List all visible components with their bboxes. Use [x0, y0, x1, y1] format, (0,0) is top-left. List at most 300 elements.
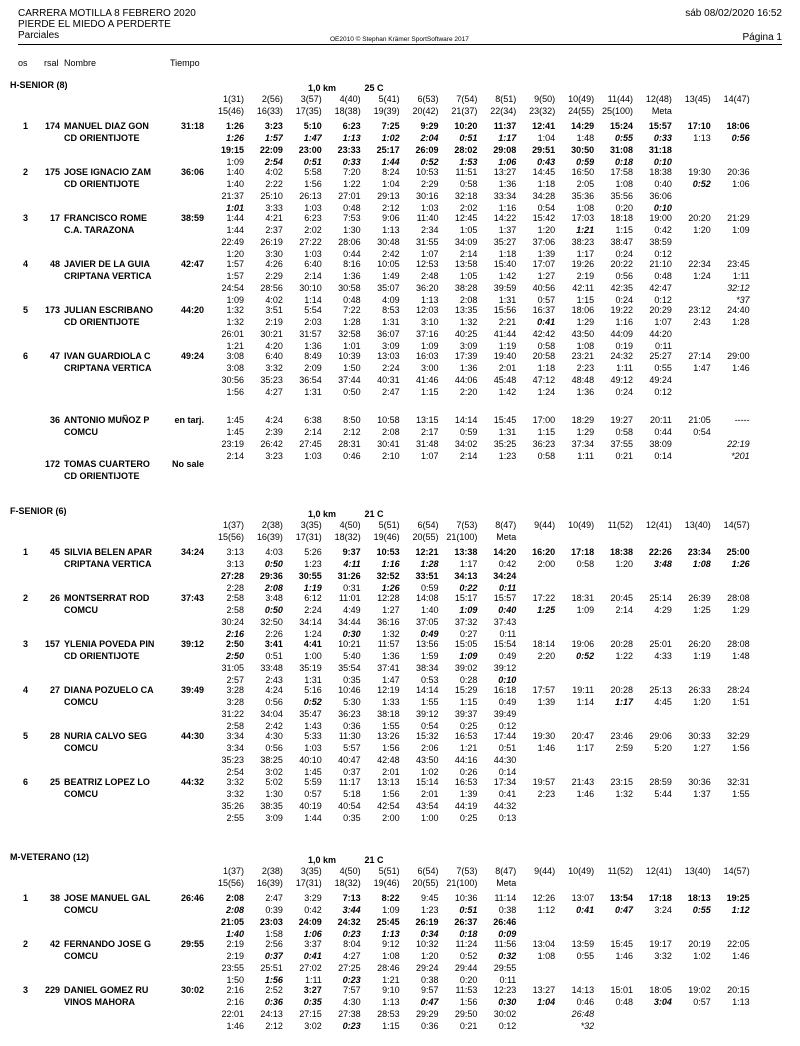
position: 3 [22, 985, 28, 995]
runner-club: CD ORIENTIJOTE [64, 133, 140, 143]
runner-name: MONTSERRAT ROD [64, 593, 150, 603]
split-cell: 1:42 [498, 271, 517, 281]
split-cell: 0:46 [343, 451, 361, 461]
page-number: Página 1 [742, 32, 782, 43]
split-cell: 0:54 [420, 721, 439, 731]
course-length: 1,0 km [307, 83, 337, 93]
split-cell: 1:56 [226, 387, 244, 397]
runner-club: C.A. TARAZONA [64, 225, 135, 235]
split-cell: 2:14 [304, 427, 322, 437]
split-cell: 1:56 [304, 179, 322, 189]
split-cell: 1:21 [459, 743, 478, 753]
split-cell: 37:16 [415, 329, 439, 339]
split-cell: 2:54 [264, 157, 283, 167]
split-cell: 33:51 [415, 571, 439, 581]
split-cell: 0:25 [459, 813, 478, 823]
split-cell: 10:20 [454, 121, 478, 131]
runner-name: JOSE IGNACIO ZAM [64, 167, 152, 177]
split-cell: 22:19 [727, 439, 750, 449]
split-cell: 0:14 [654, 451, 672, 461]
split-cell: 4:30 [265, 731, 283, 741]
control-header: 22(34) [490, 106, 517, 116]
split-cell: 20:20 [688, 213, 711, 223]
split-cell: 0:41 [498, 789, 517, 799]
split-cell: 4:21 [265, 213, 283, 223]
split-cell: 0:36 [264, 997, 283, 1007]
split-cell: 1:36 [459, 363, 478, 373]
split-cell: 7:57 [343, 985, 361, 995]
split-cell: 15:42 [532, 213, 556, 223]
total-time: 42:47 [180, 259, 204, 269]
control-header: 2(38) [261, 520, 283, 530]
dorsal: 172 [44, 459, 60, 469]
course-length: 1,0 km [307, 855, 337, 865]
split-cell: 1:08 [576, 341, 595, 351]
split-cell: 41:44 [493, 329, 517, 339]
split-cell: 1:15 [537, 427, 556, 437]
split-cell: 11:14 [494, 893, 517, 903]
split-cell: 0:12 [654, 387, 672, 397]
split-cell: 16:20 [532, 547, 556, 557]
split-cell: 1:15 [459, 697, 478, 707]
split-cell: 37:05 [415, 617, 439, 627]
total-time: No sale [171, 459, 204, 469]
split-cell: 44:06 [454, 375, 478, 385]
split-cell: 39:59 [493, 283, 517, 293]
split-cell: 5:16 [304, 685, 322, 695]
split-cell: 0:58 [459, 179, 478, 189]
split-cell: 2:12 [265, 1021, 283, 1031]
split-cell: 2:54 [226, 767, 244, 777]
split-cell: 31:26 [337, 571, 361, 581]
split-cell: 36:16 [377, 617, 400, 627]
split-cell: 26:46 [493, 917, 517, 927]
position: 2 [22, 939, 28, 949]
split-cell: 11:40 [416, 213, 439, 223]
split-cell: 3:33 [265, 203, 283, 213]
split-cell: 1:20 [420, 951, 439, 961]
split-cell: 1:28 [420, 559, 439, 569]
control-header: 8(47) [495, 520, 517, 530]
split-cell: 29:44 [454, 963, 478, 973]
control-header: 7(53) [456, 520, 478, 530]
split-cell: 1:32 [615, 789, 633, 799]
split-cell: 1:36 [343, 271, 361, 281]
total-time: 31:18 [180, 121, 204, 131]
total-time: 44:32 [180, 777, 204, 787]
category-title: F-SENIOR (6) [10, 506, 67, 516]
split-cell: 1:20 [226, 249, 244, 259]
split-cell: 0:12 [498, 721, 517, 731]
split-cell: 1:08 [382, 951, 400, 961]
split-cell: 2:21 [498, 317, 517, 327]
split-cell: 8:49 [304, 351, 322, 361]
header-divider [18, 44, 782, 45]
split-cell: 18:31 [571, 593, 595, 603]
dorsal: 157 [44, 639, 60, 649]
split-cell: 3:51 [265, 305, 283, 315]
split-cell: 17:34 [493, 777, 517, 787]
split-cell: 19:40 [493, 351, 517, 361]
split-cell: 21:10 [649, 259, 672, 269]
control-header: 16(39) [256, 878, 283, 888]
split-cell: 1:13 [732, 997, 750, 1007]
split-cell: 45:48 [493, 375, 517, 385]
split-cell: 17:58 [610, 167, 633, 177]
split-cell: 2:14 [615, 605, 633, 615]
split-cell: 23:33 [337, 145, 361, 155]
split-cell: 0:57 [537, 295, 556, 305]
event-subtitle: PIERDE EL MIEDO A PERDERTE [18, 19, 171, 30]
split-cell: 13:15 [415, 415, 439, 425]
split-cell: 0:19 [615, 341, 633, 351]
split-cell: 0:46 [576, 997, 595, 1007]
split-cell: 1:30 [343, 225, 361, 235]
split-cell: 26:19 [415, 917, 439, 927]
split-cell: 0:38 [498, 905, 517, 915]
split-cell: 0:24 [615, 249, 633, 259]
event-title: CARRERA MOTILLA 8 FEBRERO 2020 [18, 8, 196, 19]
split-cell: 1:03 [304, 249, 322, 259]
split-cell: 1:18 [498, 249, 517, 259]
category-title: M-VETERANO (12) [10, 852, 90, 862]
split-cell: 44:19 [454, 801, 478, 811]
category-section [0, 852, 800, 1031]
split-cell: 34:24 [493, 571, 517, 581]
split-cell: 1:11 [732, 271, 750, 281]
split-cell: 6:12 [304, 593, 322, 603]
split-cell: 38:34 [415, 663, 439, 673]
split-cell: 34:44 [338, 617, 361, 627]
split-cell: 5:33 [304, 731, 322, 741]
runner-club: CD ORIENTIJOTE [64, 471, 140, 481]
split-cell: 2:19 [265, 317, 283, 327]
split-cell: 8:53 [382, 305, 400, 315]
split-cell: 17:07 [532, 259, 556, 269]
split-cell: 2:58 [226, 721, 244, 731]
split-cell: 0:52 [420, 157, 439, 167]
split-cell: 18:38 [649, 167, 672, 177]
split-cell: 12:21 [415, 547, 439, 557]
split-cell: 32:18 [454, 191, 478, 201]
split-cell: 1:31 [498, 295, 517, 305]
split-cell: 1:44 [226, 225, 244, 235]
split-cell: 24:32 [610, 351, 633, 361]
control-header: 20(55) [412, 532, 439, 542]
runner-club: COMCU [64, 605, 98, 615]
split-cell: 40:10 [299, 755, 322, 765]
split-cell: *37 [736, 295, 750, 305]
course-climb: 25 C [364, 83, 384, 93]
split-cell: 1:16 [498, 203, 517, 213]
split-cell: 5:40 [343, 651, 361, 661]
runner-club: COMCU [64, 951, 98, 961]
split-cell: 2:12 [382, 203, 400, 213]
split-cell: 4:45 [654, 697, 672, 707]
control-header: Meta [496, 878, 517, 888]
split-cell: 34:14 [299, 617, 322, 627]
total-time: 29:55 [180, 939, 204, 949]
position: 2 [22, 593, 28, 603]
runner-club: CD ORIENTIJOTE [64, 317, 140, 327]
split-cell: 1:44 [304, 813, 322, 823]
split-cell: 3:02 [304, 1021, 322, 1031]
split-cell: 16:53 [454, 777, 478, 787]
split-cell: 1:55 [420, 697, 439, 707]
runner-name: ANTONIO MUÑOZ P [64, 415, 150, 425]
split-cell: 19:02 [688, 985, 711, 995]
split-cell: 31:18 [648, 145, 672, 155]
split-cell: 1:45 [226, 427, 244, 437]
split-cell: 1:18 [537, 179, 556, 189]
split-cell: 42:11 [572, 283, 595, 293]
split-cell: 11:56 [494, 939, 517, 949]
split-cell: 38:23 [571, 237, 595, 247]
runner-club: CRIPTANA VERTICA [64, 271, 152, 281]
split-cell: 40:54 [338, 801, 361, 811]
runner-club: CD ORIENTIJOTE [64, 179, 140, 189]
split-cell: 0:41 [537, 317, 556, 327]
split-cell: 11:24 [455, 939, 478, 949]
split-cell: 21:37 [221, 191, 244, 201]
split-cell: 42:48 [377, 755, 400, 765]
split-cell: 0:48 [343, 203, 361, 213]
split-cell: 23:45 [727, 259, 750, 269]
split-cell: 23:15 [610, 777, 633, 787]
split-cell: 21:43 [571, 777, 595, 787]
split-cell: 2:42 [265, 721, 283, 731]
control-header: 6(54) [417, 520, 439, 530]
split-cell: 22:49 [221, 237, 244, 247]
control-header: 3(35) [300, 520, 322, 530]
dorsal: 174 [44, 121, 60, 131]
split-cell: 0:23 [342, 975, 361, 985]
split-cell: 16:03 [415, 351, 439, 361]
split-cell: 0:52 [692, 179, 711, 189]
split-cell: 3:00 [420, 363, 439, 373]
split-cell: 13:07 [571, 893, 595, 903]
split-cell: 1:40 [225, 929, 244, 939]
total-time: 30:02 [180, 985, 204, 995]
split-cell: 0:25 [459, 721, 478, 731]
split-cell: 1:58 [265, 929, 283, 939]
split-cell: 37:41 [377, 663, 400, 673]
split-cell: 32:12 [727, 283, 750, 293]
split-cell: 11:37 [493, 121, 517, 131]
split-cell: 2:20 [459, 387, 478, 397]
report-datetime: sáb 08/02/2020 16:52 [685, 8, 782, 19]
split-cell: 3:48 [265, 593, 283, 603]
split-cell: 0:28 [459, 675, 478, 685]
split-cell: 16:53 [454, 731, 478, 741]
split-cell: 13:04 [532, 939, 556, 949]
split-cell: 27:25 [338, 963, 361, 973]
dorsal: 47 [49, 351, 60, 361]
split-cell: 25:13 [649, 685, 672, 695]
split-cell: 4:27 [265, 387, 283, 397]
split-cell: 0:21 [615, 451, 633, 461]
split-cell: 8:24 [382, 167, 400, 177]
split-cell: 35:47 [299, 709, 322, 719]
split-cell: 1:39 [537, 249, 556, 259]
split-cell: 34:13 [454, 571, 478, 581]
split-cell: 0:11 [498, 583, 517, 593]
split-cell: 38:18 [377, 709, 400, 719]
split-cell: 3:32 [226, 789, 244, 799]
control-header: 17(31) [295, 878, 322, 888]
split-cell: 31:05 [221, 663, 244, 673]
split-cell: 0:41 [576, 905, 595, 915]
split-cell: 2:50 [225, 651, 244, 661]
split-cell: 20:19 [688, 939, 711, 949]
runner-name: DIANA POZUELO CA [64, 685, 154, 695]
split-cell: 47:12 [532, 375, 556, 385]
split-cell: 1:14 [576, 697, 595, 707]
runner-club: COMCU [64, 789, 98, 799]
split-cell: 1:20 [693, 225, 711, 235]
split-cell: 18:13 [687, 893, 711, 903]
split-cell: 2:48 [420, 271, 439, 281]
split-cell: 3:10 [420, 317, 439, 327]
split-cell: 1:31 [498, 427, 517, 437]
split-cell: 26:37 [454, 917, 478, 927]
split-cell: 13:59 [571, 939, 595, 949]
split-cell: 1:07 [654, 317, 672, 327]
split-cell: 3:34 [226, 743, 244, 753]
course-climb: 21 C [364, 855, 384, 865]
split-cell: 18:18 [610, 213, 633, 223]
split-cell: 2:16 [226, 997, 244, 1007]
split-cell: 2:23 [576, 363, 595, 373]
split-cell: 3:13 [226, 547, 244, 557]
split-cell: 0:42 [498, 559, 517, 569]
split-cell: 11:17 [338, 777, 361, 787]
split-cell: 1:42 [498, 387, 517, 397]
split-cell: 15:24 [609, 121, 633, 131]
split-cell: 23:55 [221, 963, 244, 973]
split-cell: 12:03 [415, 305, 439, 315]
split-cell: 0:10 [653, 203, 672, 213]
split-cell: 0:54 [537, 203, 556, 213]
split-cell: 1:12 [731, 905, 750, 915]
split-cell: 19:25 [726, 893, 750, 903]
split-cell: 0:52 [303, 697, 322, 707]
split-cell: 35:07 [377, 283, 400, 293]
split-cell: 0:49 [420, 629, 439, 639]
split-cell: 3:29 [304, 893, 322, 903]
split-cell: 1:29 [732, 605, 750, 615]
split-cell: 17:18 [648, 893, 672, 903]
split-cell: 40:19 [299, 801, 322, 811]
runner-name: JULIAN ESCRIBANO [64, 305, 154, 315]
split-cell: 0:51 [459, 133, 478, 143]
split-cell: 27:45 [299, 439, 322, 449]
split-cell: 3:02 [265, 767, 283, 777]
split-cell: 1:56 [382, 743, 400, 753]
split-cell: 3:28 [226, 685, 244, 695]
control-header: 19(39) [373, 106, 400, 116]
split-cell: 5:57 [343, 743, 361, 753]
split-cell: 2:01 [498, 363, 517, 373]
split-cell: 15:05 [454, 639, 478, 649]
split-cell: 1:11 [616, 363, 633, 373]
split-cell: 20:22 [610, 259, 633, 269]
split-cell: 1:18 [537, 363, 556, 373]
split-cell: 9:10 [382, 985, 400, 995]
split-cell: 0:58 [537, 451, 556, 461]
split-cell: 1:31 [382, 317, 400, 327]
split-cell: 1:06 [303, 929, 322, 939]
course-climb: 21 C [364, 509, 384, 519]
split-cell: 20:29 [649, 305, 672, 315]
runner-name: YLENIA POVEDA PIN [64, 639, 155, 649]
split-cell: 1:46 [732, 363, 750, 373]
split-cell: 1:01 [225, 203, 244, 213]
split-cell: 26:13 [299, 191, 322, 201]
split-cell: 1:36 [576, 387, 595, 397]
split-cell: 1:25 [693, 605, 711, 615]
control-header: 7(53) [456, 866, 478, 876]
split-cell: 44:20 [649, 329, 672, 339]
split-cell: 5:10 [303, 121, 322, 131]
split-cell: 38:47 [610, 237, 633, 247]
split-cell: 28:31 [338, 439, 361, 449]
split-cell: 0:13 [498, 813, 517, 823]
split-cell: 8:22 [381, 893, 400, 903]
split-cell: 29:08 [493, 145, 517, 155]
split-cell: 0:37 [264, 951, 283, 961]
control-header: 6(53) [417, 94, 439, 104]
split-cell: 0:33 [653, 133, 672, 143]
split-cell: 0:32 [498, 951, 517, 961]
split-cell: 25:45 [376, 917, 400, 927]
split-cell: 1:51 [732, 697, 750, 707]
split-cell: 25:27 [649, 351, 672, 361]
split-cell: 30:16 [415, 191, 439, 201]
split-cell: 1:11 [577, 451, 595, 461]
split-cell: *32 [580, 1021, 595, 1031]
split-cell: 1:43 [304, 721, 322, 731]
control-header: 12(48) [645, 94, 672, 104]
split-cell: 1:46 [615, 951, 633, 961]
split-cell: 35:19 [299, 663, 322, 673]
split-cell: 30:33 [688, 731, 711, 741]
split-cell: 8:04 [343, 939, 361, 949]
split-cell: 35:23 [221, 755, 244, 765]
split-cell: 19:30 [688, 167, 711, 177]
total-time: 36:06 [180, 167, 204, 177]
split-cell: 0:56 [265, 743, 283, 753]
split-cell: 1:06 [498, 157, 517, 167]
split-cell: 25:17 [376, 145, 400, 155]
split-cell: 4:11 [343, 559, 361, 569]
split-cell: 31:55 [415, 237, 439, 247]
split-cell: 1:26 [225, 121, 244, 131]
split-cell: 30:36 [688, 777, 711, 787]
split-cell: 2:16 [226, 985, 244, 995]
split-cell: 16:18 [493, 685, 517, 695]
split-cell: 10:53 [415, 167, 439, 177]
split-cell: 1:55 [732, 789, 750, 799]
split-cell: 2:43 [265, 675, 283, 685]
split-cell: 4:27 [343, 951, 361, 961]
split-cell: 30:56 [221, 375, 244, 385]
split-cell: 0:57 [693, 997, 711, 1007]
split-cell: 3:23 [264, 121, 283, 131]
split-cell: 1:22 [615, 651, 633, 661]
total-time: 39:49 [180, 685, 204, 695]
position: 6 [22, 351, 28, 361]
